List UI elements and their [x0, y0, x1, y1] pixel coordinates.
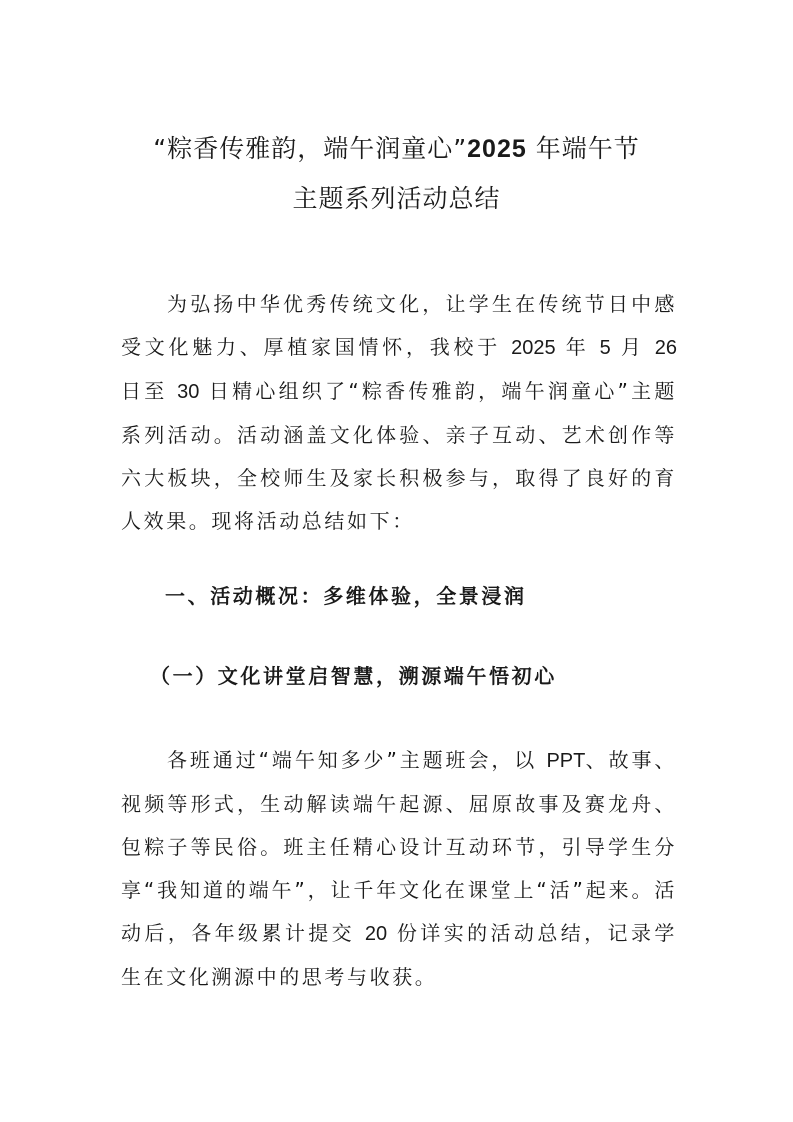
intro-day-start: 26: [654, 337, 678, 359]
sub1-text-1: 各班通过“端午知多少”主题班会，以: [167, 748, 547, 772]
intro-month: 5: [599, 337, 611, 359]
title-year: 2025: [467, 135, 527, 163]
subsection-1-heading: （一）文化讲堂启智慧，溯源端午悟初心: [150, 664, 557, 688]
intro-text-1: 为弘扬中华优秀传统文化，让学生在传统节日中感受文化魅力、厚植家国情怀，我校于: [121, 292, 677, 359]
intro-year: 2025: [511, 337, 556, 359]
sub1-text-3: 份详实的活动总结，记录学生在文化溯源中的思考与收获。: [121, 921, 677, 989]
title-festival: 年端午节: [526, 134, 640, 163]
title-line1: [153, 134, 639, 163]
intro-day-end: 30: [177, 381, 200, 403]
document-title: [110, 124, 683, 224]
sub1-count: 20: [364, 923, 388, 945]
intro-text-5: 日精心组织了“粽香传雅韵，端午润童心”主题系列活动。活动涵盖文化体验、亲子互动、艺术创作等六大板块，全校师生及家长积极参与，取得了良好的育人效果。现将活动总结如下：: [121, 379, 677, 533]
intro-text-3: 月: [610, 335, 655, 359]
title-quote: “粽香传雅韵，端午润童心”: [153, 134, 468, 163]
intro-text-4: 日至: [121, 379, 178, 403]
intro-paragraph: [121, 283, 677, 543]
subsection-1-paragraph: [121, 739, 677, 999]
sub1-text-2: 、故事、视频等形式，生动解读端午起源、屈原故事及赛龙舟、包粽子等民俗。班主任精心设计互动环节，引导学生分享“我知道的端午”，让千年文化在课堂上“活”起来。活动后，各年级累计提交: [121, 748, 677, 945]
section-1-heading: 一、活动概况：多维体验，全景浸润: [165, 584, 527, 608]
intro-text-2: 年: [555, 335, 600, 359]
sub1-ppt: PPT: [546, 750, 586, 772]
title-line2: 主题系列活动总结: [292, 184, 501, 213]
